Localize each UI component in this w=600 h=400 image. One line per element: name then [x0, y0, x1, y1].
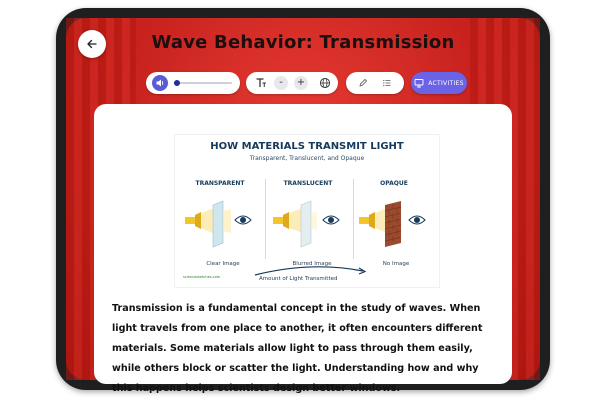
- text-format-button[interactable]: [254, 76, 268, 90]
- list-button[interactable]: [380, 76, 394, 90]
- audio-player: [146, 72, 240, 94]
- text-tools: [246, 72, 338, 94]
- annotation-tools: [346, 72, 404, 94]
- caption-translucent: Blurred Image: [292, 261, 332, 267]
- eye-icon: [235, 216, 251, 224]
- pencil-button[interactable]: [356, 76, 370, 90]
- activities-button[interactable]: [411, 72, 467, 94]
- column-label-transparent: TRANSPARENT: [195, 180, 245, 187]
- column-label-translucent: TRANSLUCENT: [283, 180, 333, 187]
- globe-icon: [319, 77, 331, 89]
- figure-title: HOW MATERIALS TRANSMIT LIGHT: [210, 141, 404, 152]
- light-transmission-diagram: [174, 134, 440, 288]
- arrow-label: Amount of Light Transmitted: [259, 276, 338, 282]
- column-label-opaque: OPAQUE: [380, 180, 408, 187]
- glass-pane: [213, 201, 223, 247]
- presentation-icon: [414, 78, 424, 88]
- figure-credit: sciencesketches.com: [183, 275, 221, 279]
- caption-transparent: Clear Image: [206, 261, 240, 267]
- column-divider: [353, 179, 354, 259]
- activities-label: ACTIVITIES: [428, 79, 464, 87]
- caption-opaque: No Image: [382, 261, 410, 267]
- volume-icon: [155, 78, 165, 88]
- volume-button[interactable]: [152, 75, 168, 91]
- content-card: [94, 104, 512, 394]
- transparent-illustration: [183, 197, 263, 253]
- increase-text-button[interactable]: +: [294, 76, 308, 90]
- page-title: Wave Behavior: Transmission: [151, 32, 455, 53]
- audio-progress-slider[interactable]: [174, 82, 232, 84]
- translucent-illustration: [271, 197, 351, 253]
- opaque-illustration: [357, 197, 437, 253]
- eye-icon: [323, 216, 339, 224]
- lesson-paragraph: Transmission is a fundamental concept in the study of waves. When light travels from one place to another, it often encounters different materials. Some materials allow light to pass through them easily, while others block or scatter the light. Understanding how and why this happens helps scientists design better windows.: [112, 303, 483, 394]
- list-icon: [382, 78, 392, 88]
- flashlight-icon: [359, 209, 385, 232]
- flashlight-icon: [185, 207, 217, 235]
- eye-icon: [409, 216, 425, 224]
- figure-subtitle: Transparent, Translucent, and Opaque: [249, 155, 365, 162]
- pencil-icon: [358, 78, 368, 88]
- text-format-icon: [255, 77, 267, 89]
- decrease-text-button[interactable]: -: [274, 76, 288, 90]
- frosted-pane: [301, 201, 311, 247]
- app-screen: [66, 18, 540, 394]
- column-divider: [265, 179, 266, 259]
- tablet-frame: [56, 8, 550, 394]
- brick-wall-icon: [385, 201, 401, 247]
- language-button[interactable]: [318, 76, 332, 90]
- audio-progress-handle[interactable]: [174, 80, 180, 86]
- flashlight-icon: [273, 208, 303, 233]
- toolbar: [66, 72, 540, 94]
